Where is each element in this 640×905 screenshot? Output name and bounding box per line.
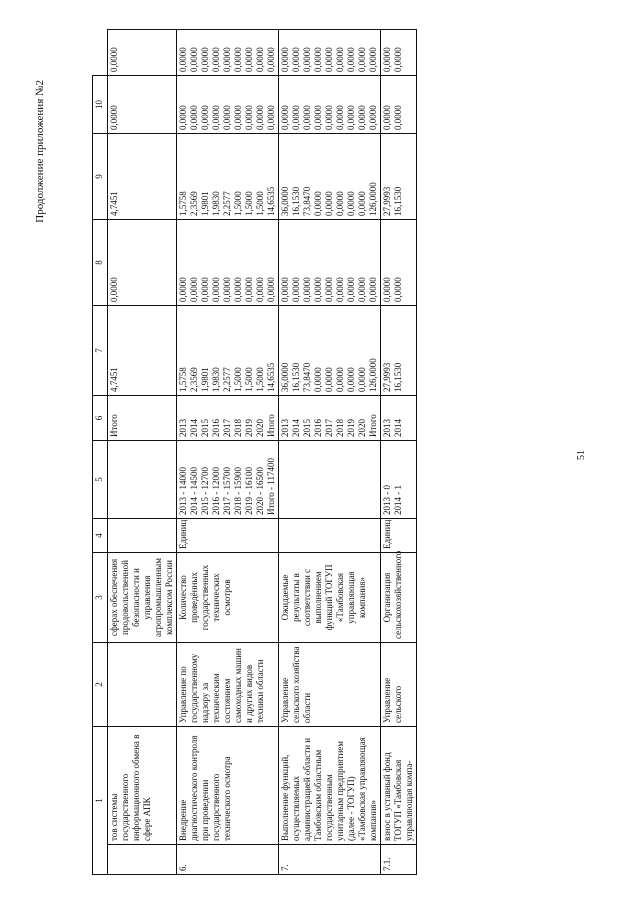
cell-line: 0,0000 [382, 105, 392, 130]
table-cell: Единиц [177, 519, 279, 553]
cell-line: 2019 [346, 419, 356, 437]
table-cell [279, 306, 381, 396]
cell-line: 0,0000 [335, 47, 345, 72]
cell-line: 2017 [324, 419, 334, 437]
table-cell [108, 845, 177, 875]
cell-line: 2018 [233, 419, 243, 437]
cell-line: 2018 - 15900 [233, 467, 243, 515]
cell-line: 0,0000 [266, 277, 276, 302]
cell-line: 0,0000 [109, 47, 119, 72]
cell-line: 0,0000 [368, 105, 378, 130]
table-row [177, 30, 279, 875]
cell-line: 1,9801 [200, 367, 210, 392]
table-cell [279, 30, 381, 76]
table-cell [279, 134, 381, 220]
cell-line: 0,0000 [357, 367, 367, 392]
cell-line: 36,0000 [280, 362, 290, 392]
cell-line: 1,5000 [255, 367, 265, 392]
cell-line: 0,0000 [266, 47, 276, 72]
cell-line: 2017 - 15700 [222, 467, 232, 515]
cell-line: 0,0000 [346, 191, 356, 216]
header-cell: 6 [93, 396, 108, 441]
cell-line: 0,0000 [302, 277, 312, 302]
table-cell: Единиц [381, 519, 417, 553]
cell-line: 0,0000 [266, 105, 276, 130]
cell-line: 14,6535 [266, 362, 276, 392]
cell-line: 0,0000 [178, 47, 188, 72]
cell-line: 0,0000 [346, 367, 356, 392]
header-cell: 8 [93, 220, 108, 306]
table-cell [279, 76, 381, 134]
cell-line: 0,0000 [357, 191, 367, 216]
table-cell [381, 396, 417, 441]
cell-line: 2014 - 1 [393, 485, 403, 515]
page-number: 51 [576, 450, 587, 460]
cell-line: 0,0000 [335, 367, 345, 392]
cell-line: 0,0000 [189, 47, 199, 72]
cell-line: 2014 - 14500 [189, 467, 199, 515]
cell-line: 16,1530 [291, 186, 301, 216]
cell-line: 4,7451 [109, 191, 119, 216]
cell-line: 0,0000 [382, 47, 392, 72]
table-row [108, 30, 177, 875]
header-cell: 7 [93, 306, 108, 396]
header-cell: 2 [93, 643, 108, 727]
cell-line: 2,3569 [189, 191, 199, 216]
table-cell [108, 220, 177, 306]
header-cell: 10 [93, 76, 108, 134]
table-cell [381, 30, 417, 76]
cell-line: 0,0000 [313, 277, 323, 302]
cell-line: 16,1530 [291, 362, 301, 392]
cell-line: 16,1530 [393, 362, 403, 392]
table-cell [108, 519, 177, 553]
table-cell: Управление сельского хозяйства области [279, 643, 381, 727]
cell-line: 0,0000 [324, 277, 334, 302]
table-cell [108, 441, 177, 519]
cell-line: 0,0000 [109, 105, 119, 130]
table-cell: Организация сельскохозяйственного [381, 553, 417, 643]
cell-line: 0,0000 [244, 105, 254, 130]
cell-line: 1,9801 [200, 191, 210, 216]
cell-line: 0,0000 [200, 105, 210, 130]
cell-line: 126,0000 [368, 358, 378, 392]
cell-line: 0,0000 [109, 277, 119, 302]
cell-line: 0,0000 [255, 47, 265, 72]
table-cell [381, 306, 417, 396]
cell-line: 2015 - 12700 [200, 467, 210, 515]
cell-line: Итого - 117400 [266, 458, 276, 515]
table-cell [279, 519, 381, 553]
cell-line: 0,0000 [313, 105, 323, 130]
table-cell [108, 134, 177, 220]
table-cell: Ожидаемые результаты в соответствии с выполнением функций ТОГУП «Тамбовская управляющая компания» [279, 553, 381, 643]
cell-line: 0,0000 [244, 47, 254, 72]
table-cell [108, 306, 177, 396]
cell-line: 2013 - 0 [382, 485, 392, 515]
header-cell: 9 [93, 134, 108, 220]
cell-line: Итого [109, 414, 119, 437]
table-cell [177, 30, 279, 76]
cell-line: 0,0000 [222, 47, 232, 72]
cell-line: 2017 [222, 419, 232, 437]
table-row [279, 30, 381, 875]
cell-line: 0,0000 [211, 105, 221, 130]
cell-line: 2015 [200, 419, 210, 437]
cell-line: 27,9993 [382, 186, 392, 216]
cell-line: 0,0000 [200, 277, 210, 302]
header-row [93, 30, 108, 875]
table-cell [279, 396, 381, 441]
cell-line: 0,0000 [233, 105, 243, 130]
cell-line: 2019 [244, 419, 254, 437]
cell-line: 1,5000 [255, 191, 265, 216]
cell-line: 0,0000 [324, 47, 334, 72]
cell-line: 1,5758 [178, 191, 188, 216]
header-cell: 1 [93, 727, 108, 875]
table-cell [177, 134, 279, 220]
table-cell [381, 76, 417, 134]
cell-line: 4,7451 [109, 367, 119, 392]
table-cell: 7.1. [381, 845, 417, 875]
cell-line: 2016 [211, 419, 221, 437]
table-cell [177, 76, 279, 134]
table-cell [381, 220, 417, 306]
cell-line: 0,0000 [291, 277, 301, 302]
table-cell [381, 441, 417, 519]
cell-line: 0,0000 [178, 277, 188, 302]
table-cell [108, 643, 177, 727]
cell-line: 126,0000 [368, 182, 378, 216]
table-cell: 7. [279, 845, 381, 875]
cell-line: 0,0000 [189, 277, 199, 302]
cell-line: 0,0000 [280, 47, 290, 72]
table-cell: сферах обеспечения продовольственной безопасности и управления агропромышленным комплексом России [108, 553, 177, 643]
header-cell: 5 [93, 441, 108, 519]
cell-line: 0,0000 [280, 105, 290, 130]
table-cell [381, 134, 417, 220]
table-cell: тов системы государственного информационного обмена в сфере АПК [108, 727, 177, 845]
cell-line: 0,0000 [324, 105, 334, 130]
cell-line: 2013 [178, 419, 188, 437]
cell-line: 0,0000 [357, 277, 367, 302]
cell-line: 1,9830 [211, 367, 221, 392]
cell-line: 0,0000 [346, 105, 356, 130]
cell-line: 73,8470 [302, 186, 312, 216]
cell-line: 0,0000 [313, 367, 323, 392]
cell-line: 0,0000 [222, 277, 232, 302]
cell-line: 0,0000 [178, 105, 188, 130]
cell-line: 1,5000 [244, 367, 254, 392]
table-cell [177, 396, 279, 441]
cell-line: 0,0000 [233, 277, 243, 302]
cell-line: 2020 [255, 419, 265, 437]
cell-line: 2,3569 [189, 367, 199, 392]
cell-line: 0,0000 [302, 47, 312, 72]
cell-line: 2014 [291, 419, 301, 437]
cell-line: 0,0000 [211, 47, 221, 72]
table-cell: 6. [177, 845, 279, 875]
cell-line: 1,5000 [244, 191, 254, 216]
cell-line: 2014 [393, 419, 403, 437]
cell-line: 1,9830 [211, 191, 221, 216]
cell-line: 0,0000 [368, 277, 378, 302]
cell-line: 0,0000 [357, 105, 367, 130]
cell-line: 2019 - 16100 [244, 467, 254, 515]
table-cell [279, 441, 381, 519]
cell-line: 0,0000 [233, 47, 243, 72]
header-cell: 3 [93, 553, 108, 643]
cell-line: 0,0000 [280, 277, 290, 302]
cell-line: 1,5758 [178, 367, 188, 392]
table-cell: Управление по государственному надзору за техническим состоянием самоходных машин и других видов техники области [177, 643, 279, 727]
header-cell: 4 [93, 519, 108, 553]
cell-line: 2020 - 16500 [255, 467, 265, 515]
cell-line: 2013 [280, 419, 290, 437]
table-row [381, 30, 417, 875]
cell-line: 2,2577 [222, 367, 232, 392]
cell-line: 0,0000 [393, 47, 403, 72]
table-cell: Управление сельского [381, 643, 417, 727]
table-cell: Выполнение функций, осуществляемых администрацией области и Тамбовским областным государственным унитарным предприятием (далее - ТОГУП) «Тамбовская управляющая компания» [279, 727, 381, 845]
cell-line: 0,0000 [211, 277, 221, 302]
cell-line: 0,0000 [302, 105, 312, 130]
cell-line: 0,0000 [200, 47, 210, 72]
cell-line: 2016 - 12000 [211, 467, 221, 515]
cell-line: 0,0000 [313, 191, 323, 216]
table-cell [108, 396, 177, 441]
cell-line: Итого [266, 414, 276, 437]
table-cell [279, 220, 381, 306]
cell-line: 0,0000 [324, 367, 334, 392]
cell-line: 0,0000 [393, 105, 403, 130]
cell-line: 0,0000 [335, 105, 345, 130]
table-cell [108, 76, 177, 134]
cell-line: 0,0000 [313, 47, 323, 72]
cell-line: 0,0000 [335, 277, 345, 302]
cell-line: 2014 [189, 419, 199, 437]
cell-line: 2,2577 [222, 191, 232, 216]
cell-line: 0,0000 [368, 47, 378, 72]
cell-line: 27,9993 [382, 362, 392, 392]
cell-line: 0,0000 [189, 105, 199, 130]
cell-line: 16,1530 [393, 186, 403, 216]
cell-line: 2013 - 14000 [178, 467, 188, 515]
cell-line: 73,8470 [302, 362, 312, 392]
cell-line: 0,0000 [335, 191, 345, 216]
cell-line: 0,0000 [291, 105, 301, 130]
cell-line: 0,0000 [255, 105, 265, 130]
cell-line: 2018 [335, 419, 345, 437]
table-cell [177, 306, 279, 396]
cell-line: 0,0000 [346, 47, 356, 72]
cell-line: 36,0000 [280, 186, 290, 216]
cell-line: 0,0000 [357, 47, 367, 72]
table-cell [177, 220, 279, 306]
cell-line: 0,0000 [244, 277, 254, 302]
cell-line: 0,0000 [346, 277, 356, 302]
cell-line: 1,5000 [233, 367, 243, 392]
cell-line: 0,0000 [291, 47, 301, 72]
cell-line: 14,6535 [266, 186, 276, 216]
cell-line: 2013 [382, 419, 392, 437]
cell-line: 0,0000 [255, 277, 265, 302]
cell-line: 0,0000 [393, 277, 403, 302]
page-heading: Продолжение приложения №2 [34, 80, 46, 223]
cell-line: 0,0000 [324, 191, 334, 216]
cell-line: 1,5000 [233, 191, 243, 216]
cell-line: 2015 [302, 419, 312, 437]
cell-line: 2016 [313, 419, 323, 437]
table-cell: Внедрение диагностического контроля при проведении государственного технического осмотра [177, 727, 279, 845]
table-cell: Количество проведённых государственных технических осмотров [177, 553, 279, 643]
table-cell [177, 441, 279, 519]
table-cell: взнос в уставный фонд ТОГУП «Тамбовская управляющая компа- [381, 727, 417, 845]
program-table [92, 29, 417, 875]
cell-line: Итого [368, 414, 378, 437]
cell-line: 2020 [357, 419, 367, 437]
table-cell [108, 30, 177, 76]
cell-line: 0,0000 [222, 105, 232, 130]
cell-line: 0,0000 [382, 277, 392, 302]
